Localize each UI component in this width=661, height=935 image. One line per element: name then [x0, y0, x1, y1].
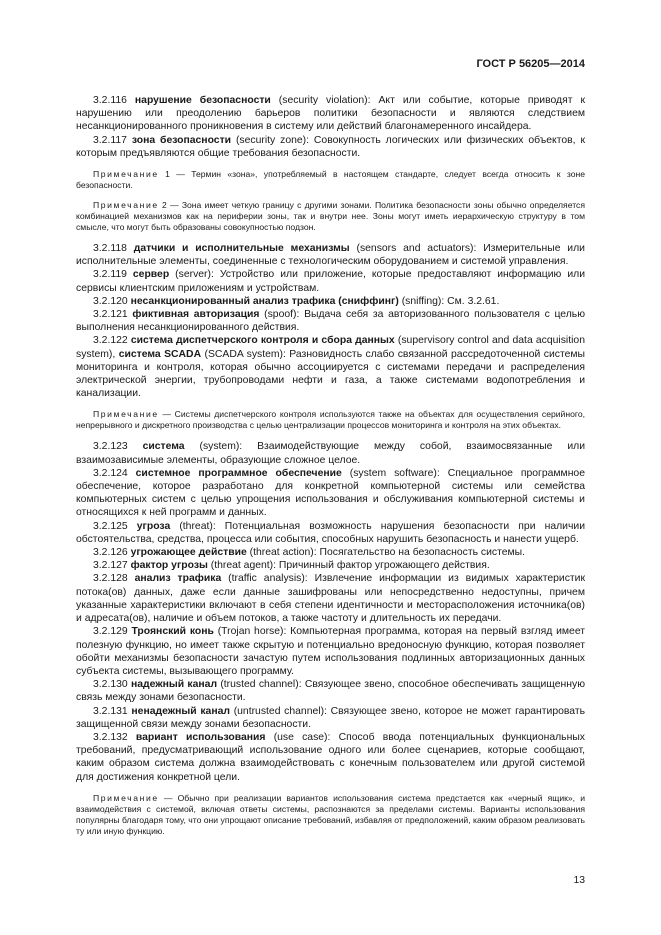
entry-number: 3.2.119 [93, 269, 127, 281]
note-3-2-117-2 [76, 200, 585, 233]
entry-number: 3.2.120 [93, 295, 128, 307]
entry-3-2-117 [76, 134, 585, 160]
entry-definition: (threat agent): Причинный фактор угрожающего действия. [207, 560, 490, 572]
entry-number: 3.2.127 [93, 560, 128, 572]
entry-term: угрожающее действие [130, 547, 247, 559]
entry-definition: (threat action): Посягательство на безопасность системы. [246, 547, 526, 559]
entry-3-2-125 [76, 520, 585, 546]
entry-definition: (threat): Потенциальная возможность нарушения безопасности при наличии обстоятельства, средства, процесса или события, способных нарушить безопасность и нанести ущерб. [76, 520, 585, 545]
entry-term: системное программное обеспечение [135, 467, 342, 479]
entry-definition: (sniffing): См. 3.2.61. [398, 295, 500, 307]
entry-definition: (trusted channel): Связующее звено, способное обеспечивать защищенную связь между зонами безопасности. [76, 679, 585, 704]
entry-definition: (system software): Специальное программное обеспечение, которое разработано для конкретной компьютерной системы или семейства компьютерных систем с целью упрощения использования и обслуживания компьютерной системы и относящихся к ней программ и данных. [76, 467, 585, 519]
entry-number: 3.2.123 [93, 441, 128, 453]
entry-definition: (use case): Способ ввода потенциальных функциональных требований, предусматривающий использование одного или более сценариев, которые сообщают, каким образом система должна взаимодействовать с конечным пользователем или другой системой для достижения конкретной цели. [76, 731, 586, 783]
entry-3-2-124 [76, 467, 585, 520]
entry-number: 3.2.130 [93, 679, 128, 691]
entry-3-2-129 [76, 625, 585, 678]
note-3-2-122 [76, 409, 585, 431]
page-number: 13 [573, 875, 585, 886]
entry-definition: (Trojan horse): Компьютерная программа, которая на первый взгляд имеет полезную функцию, но имеет также скрытую и потенциально вредоносную функцию, которая позволяет обойти механизмы безопасности зачастую путем использования подлинных авторизационных данных субъекта системы, вызывающего программу. [76, 626, 586, 677]
entry-number: 3.2.116 [93, 95, 127, 106]
note-label: Примечание [93, 169, 159, 180]
entry-3-2-131 [76, 705, 585, 731]
entry-number: 3.2.122 [93, 335, 128, 347]
entry-3-2-121 [76, 308, 585, 334]
entry-number: 3.2.121 [93, 309, 128, 321]
entry-term-secondary: система SCADA [118, 348, 202, 360]
entry-term: датчики и исполнительные механизмы [133, 243, 350, 255]
entry-definition: (supervisory control and data acquisition system), [76, 335, 585, 360]
entry-definition-continued: (SCADA system): Разновидность слабо связанной рассредоточенной системы мониторинга и контроля, которая обычно ассоциируется с системами передачи и распределения электрической энергии, трубопроводами нефти и газа, а также системами водопотребления и канализации. [76, 348, 585, 400]
entry-term: угроза [136, 520, 171, 532]
entry-3-2-128 [76, 572, 585, 625]
entry-number: 3.2.128 [93, 573, 128, 585]
entry-term: несанкционированный анализ трафика (сниффинг) [130, 295, 399, 307]
entry-3-2-126 [76, 546, 585, 559]
page-content [76, 94, 585, 846]
entry-number: 3.2.117 [93, 134, 127, 146]
entry-3-2-132 [76, 731, 585, 784]
entry-3-2-119 [76, 268, 585, 294]
entry-definition: (untrusted channel): Связующее звено, которое не может гарантировать защищенной связи между зонами безопасности. [76, 705, 585, 730]
entry-term: сервер [132, 269, 170, 281]
entry-term: фактор угрозы [130, 560, 208, 572]
entry-number: 3.2.132 [93, 731, 128, 743]
entry-definition: (security zone): Совокупность логических или физических объектов, к которым предъявляются общие требования безопасности. [76, 134, 585, 159]
entry-3-2-120 [76, 295, 585, 308]
note-text: — Обычно при реализации вариантов использования система предстается как «черный ящик», и взаимодействия с системой, включая ответы системы, распознаются за пределами системы. Варианты использования популярны благодаря тому, что они упрощают описание требований, избавляя от предположений, каким образом реализовать ту или иную функцию. [76, 792, 585, 836]
entry-term: Троянский конь [131, 626, 214, 638]
note-text: — Системы диспетчерского контроля используются также на объектах для осуществления серийного, непрерывного и дискретного производства с целью централизации процессов мониторинга и контроля на этих объектах. [76, 409, 585, 431]
entry-3-2-130 [76, 678, 585, 704]
note-text: 2 — Зона имеет четкую границу с другими зонами. Политика безопасности зоны обычно определяется комбинацией механизмов как на периферии зоны, так и внутри нее. Зоны могут иметь иерархическую структуру в том смысле, что могут быть образованы совокупностью подзон. [76, 200, 585, 233]
standard-header: ГОСТ Р 56205—2014 [476, 58, 585, 70]
note-label: Примечание [93, 792, 159, 803]
entry-term: система [142, 441, 185, 453]
entry-term: система диспетчерского контроля и сбора данных [130, 335, 395, 347]
note-text: 1 — Термин «зона», употребляемый в настоящем стандарте, следует всегда относить к зоне безопасности. [76, 169, 585, 191]
entry-term: фиктивная авторизация [132, 309, 260, 321]
entry-definition: (security violation): Акт или событие, которые приводят к нарушению или преодолению барьеров политики безопасности и являются следствием несанкционированного проникновения в систему или действий благонамеренного инсайдера. [76, 95, 585, 133]
entry-3-2-127 [76, 559, 585, 572]
entry-term: надежный канал [130, 679, 218, 691]
entry-number: 3.2.124 [93, 467, 128, 479]
entry-number: 3.2.118 [93, 243, 127, 255]
entry-term: вариант использования [135, 731, 266, 743]
entry-term: зона безопасности [131, 134, 232, 146]
entry-number: 3.2.131 [93, 705, 128, 717]
entry-definition: (sensors and actuators): Измерительные или исполнительные элементы, соединенные с технологическим оборудованием и системой управления. [76, 243, 585, 268]
entry-number: 3.2.125 [93, 520, 128, 532]
entry-3-2-123 [76, 440, 585, 466]
entry-number: 3.2.126 [93, 547, 128, 559]
note-3-2-117-1 [76, 169, 585, 191]
note-label: Примечание [93, 409, 159, 420]
entry-term: нарушение безопасности [134, 95, 271, 106]
entry-definition: (spoof): Выдача себя за авторизованного пользователя с целью выполнения несанкционированного действия. [76, 309, 585, 334]
entry-3-2-122 [76, 334, 585, 400]
entry-definition: (traffic analysis): Извлечение информации из видимых характеристик потока(ов) данных, даже если данные зашифрованы или непосредственно недоступны, причем указанные характеристики включают в себя степени идентичности и месторасположения источника(ов) и адресата(ов), наличие и объем потоков, а также частоту и длительность их передачи. [76, 573, 585, 625]
entry-3-2-118 [76, 242, 585, 268]
entry-term: ненадежный канал [131, 705, 230, 717]
entry-number: 3.2.129 [93, 626, 128, 638]
entry-term: анализ трафика [134, 573, 222, 585]
note-3-2-132 [76, 793, 585, 837]
entry-definition: (system): Взаимодействующие между собой, взаимосвязанные или взаимозависимые элементы, образующие сложное целое. [76, 441, 586, 466]
entry-3-2-116 [76, 94, 585, 134]
note-label: Примечание [93, 200, 159, 211]
entry-definition: (server): Устройство или приложение, которые предоставляют информацию или сервисы клиентским приложениям и устройствам. [76, 269, 585, 294]
